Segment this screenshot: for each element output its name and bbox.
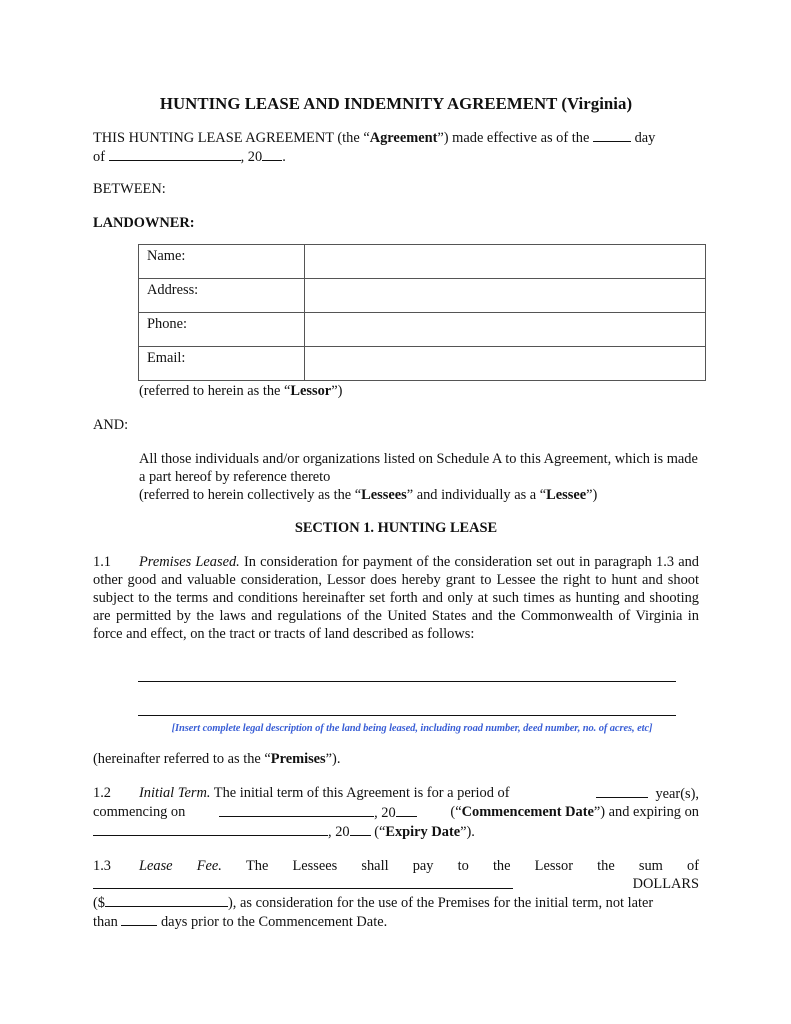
word: Lessees xyxy=(292,858,338,874)
word: Lessor xyxy=(534,858,574,874)
commencement-close: ”) and expiring on xyxy=(593,804,699,820)
intro-text-1: THIS HUNTING LEASE AGREEMENT (the “ xyxy=(93,130,370,146)
commencement-date-blank[interactable] xyxy=(219,803,374,817)
premises-term: Premises xyxy=(270,751,326,767)
paragraph-text: In consideration for payment of the consideration set out in paragraph 1.3 and other good and valuable consideration, Lessor does hereby grant to Lessee the right to hunt and shoot subject to the terms and conditions hereinafter set forth and only at such times as hunting and shooting are permitted by the laws and regulations of the United States and the Commonwealth of Virginia in force and effect, on the tract or tracts of land described as follows: xyxy=(93,554,699,642)
of-label: of xyxy=(93,149,105,165)
name-label: Name: xyxy=(139,245,305,279)
insert-instruction-note: [Insert complete legal description of the land being leased, including road number, deed number, no. of acres, etc] xyxy=(171,723,653,734)
lessees-ref-text: (referred to herein collectively as the “ xyxy=(139,487,362,503)
landowner-table xyxy=(138,244,706,381)
lessees-term: Lessees xyxy=(361,487,407,503)
agreement-page xyxy=(93,94,699,931)
expiry-close: ”). xyxy=(460,824,475,840)
year-prefix: , 20 xyxy=(240,149,263,165)
days-prior-blank[interactable] xyxy=(121,912,157,926)
premises-reference xyxy=(93,750,699,768)
expiry-year-blank[interactable] xyxy=(350,822,371,836)
table-row xyxy=(139,313,706,347)
commencement-date-def xyxy=(450,803,699,822)
lessees-reference xyxy=(139,486,699,504)
than-label: than xyxy=(93,914,118,930)
phone-label: Phone: xyxy=(139,313,305,347)
sum-words-blank[interactable] xyxy=(93,875,513,889)
word: of xyxy=(687,858,699,874)
email-field[interactable] xyxy=(305,347,706,381)
lessees-block xyxy=(139,450,699,504)
section-1-heading: SECTION 1. HUNTING LEASE xyxy=(294,520,498,536)
intro-text-2: ”) made effective as of the xyxy=(437,130,590,146)
expiry-date-blank[interactable] xyxy=(93,822,328,836)
p12-line-1 xyxy=(93,784,699,803)
dollars-label: DOLLARS xyxy=(632,876,699,892)
quote-open: (“ xyxy=(370,824,386,840)
commencement-date-field xyxy=(219,803,417,822)
paragraph-number: 1.1 xyxy=(93,554,111,570)
intro-paragraph xyxy=(93,128,699,166)
year-prefix: , 20 xyxy=(328,824,350,840)
word: to xyxy=(457,858,469,874)
p12-line-1-left xyxy=(93,784,510,803)
agreement-term: Agreement xyxy=(369,130,438,146)
quote-open: (“ xyxy=(450,804,462,820)
day-label: day xyxy=(634,130,656,146)
term-years-blank[interactable] xyxy=(596,784,648,798)
years-label: year(s), xyxy=(655,786,699,802)
lessor-ref-close: ”) xyxy=(331,383,343,399)
lessees-ref-text-2: ” and individually as a “ xyxy=(406,487,547,503)
word: shall xyxy=(361,858,389,874)
p12-line-1-right xyxy=(596,784,699,803)
address-field[interactable] xyxy=(305,279,706,313)
word: sum xyxy=(638,858,663,874)
p13-line-1 xyxy=(93,857,699,875)
paragraph-text: ), as consideration for the use of the Premises for the initial term, not later xyxy=(228,895,654,911)
lessor-term: Lessor xyxy=(290,383,332,399)
word: The xyxy=(246,858,269,874)
document-title: HUNTING LEASE AND INDEMNITY AGREEMENT (Virginia) xyxy=(159,94,633,113)
paragraph-text: The initial term of this Agreement is for a period of xyxy=(210,785,510,801)
sum-amount-blank[interactable] xyxy=(105,893,228,907)
premises-ref-close: ”). xyxy=(325,751,341,767)
dollar-open: ($ xyxy=(93,895,105,911)
lessees-ref-close: ”) xyxy=(586,487,598,503)
paragraph-title: Initial Term. xyxy=(139,785,211,801)
land-description-line-2[interactable] xyxy=(138,697,676,716)
intro-end: . xyxy=(282,149,286,165)
address-label: Address: xyxy=(139,279,305,313)
commencing-label: commencing on xyxy=(93,804,186,820)
p12-line-3 xyxy=(93,822,699,841)
table-row xyxy=(139,279,706,313)
table-row xyxy=(139,245,706,279)
paragraph-title: Premises Leased. xyxy=(139,554,240,570)
name-field[interactable] xyxy=(305,245,706,279)
table-row xyxy=(139,347,706,381)
paragraph-1-1 xyxy=(93,553,699,643)
day-blank[interactable] xyxy=(593,128,631,142)
word: the xyxy=(597,858,615,874)
p13-title xyxy=(93,857,173,875)
p13-line-4 xyxy=(93,912,699,931)
p13-line-2 xyxy=(93,875,699,893)
email-label: Email: xyxy=(139,347,305,381)
paragraph-title-word: Fee. xyxy=(196,858,222,874)
p12-line-2 xyxy=(93,803,699,822)
between-label: BETWEEN: xyxy=(93,181,166,197)
phone-field[interactable] xyxy=(305,313,706,347)
paragraph-text: days prior to the Commencement Date. xyxy=(157,914,388,930)
paragraph-1-3 xyxy=(93,857,699,931)
lessees-text: All those individuals and/or organizations listed on Schedule A to this Agreement, which is made a part hereof by reference thereto xyxy=(139,451,698,485)
paragraph-1-2 xyxy=(93,784,699,841)
landowner-label: LANDOWNER: xyxy=(93,215,195,231)
paragraph-number: 1.2 xyxy=(93,785,111,801)
commencement-year-blank[interactable] xyxy=(396,803,417,817)
p13-line-3 xyxy=(93,893,699,912)
land-description-line-1[interactable] xyxy=(138,663,676,682)
paragraph-number: 1.3 xyxy=(93,858,111,874)
commencement-date-term: Commencement Date xyxy=(461,804,594,820)
premises-ref-text: (hereinafter referred to as the “ xyxy=(93,751,271,767)
year-blank[interactable] xyxy=(262,147,282,161)
lessor-reference xyxy=(139,382,699,400)
lessee-term: Lessee xyxy=(546,487,587,503)
expiry-date-term: Expiry Date xyxy=(385,824,461,840)
month-blank[interactable] xyxy=(109,147,241,161)
word: pay xyxy=(412,858,434,874)
and-label: AND: xyxy=(93,417,129,433)
paragraph-title-word: Lease xyxy=(139,858,173,874)
year-prefix: , 20 xyxy=(374,805,396,821)
word: the xyxy=(492,858,511,874)
lessor-ref-text: (referred to herein as the “ xyxy=(139,383,291,399)
